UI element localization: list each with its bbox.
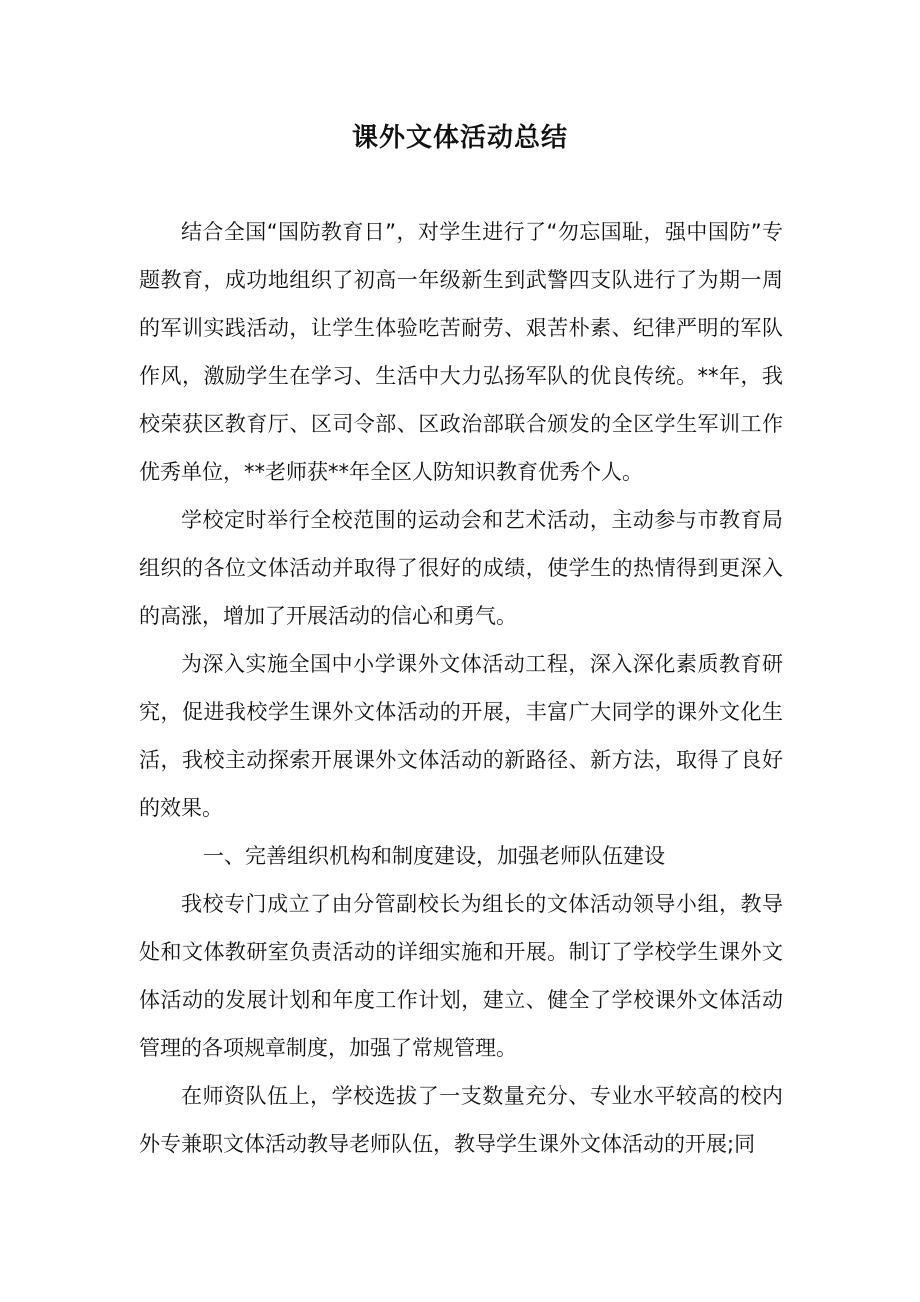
paragraph-3: 为深入实施全国中小学课外文体活动工程，深入深化素质教育研究，促进我校学生课外文体活动的开展，丰富广大同学的课外文化生活，我校主动探索开展课外文体活动的新路径、新方法，取得了良好的效果。 [139,652,783,820]
section-heading: 一、完善组织机构和制度建设，加强老师队伍建设 [203,844,665,868]
document-title: 课外文体活动总结 [351,123,568,153]
section-paragraph-2: 在师资队伍上，学校选拔了一支数量充分、专业水平较高的校内外专兼职文体活动教导老师队伍，教导学生课外文体活动的开展;同 [139,1084,783,1156]
section-paragraph-1: 我校专门成立了由分管副校长为组长的文体活动领导小组，教导处和文体教研室负责活动的详细实施和开展。制订了学校学生课外文体活动的发展计划和年度工作计划，建立、健全了学校课外文体活动管理的各项规章制度，加强了常规管理。 [139,892,783,1060]
paragraph-2: 学校定时举行全校范围的运动会和艺术活动，主动参与市教育局组织的各位文体活动并取得了很好的成绩，使学生的热情得到更深入的高涨，增加了开展活动的信心和勇气。 [139,508,783,628]
paragraph-1: 结合全国“国防教育日”，对学生进行了“勿忘国耻，强中国防”专题教育，成功地组织了初高一年级新生到武警四支队进行了为期一周的军训实践活动，让学生体验吃苦耐劳、艰苦朴素、纪律严明的军队作风，激励学生在学习、生活中大力弘扬军队的优良传统。**年，我校荣获区教育厅、区司令部、区政治部联合颁发的全区学生军训工作优秀单位，**老师获**年全区人防知识教育优秀个人。 [139,220,783,484]
document-body [139,208,783,1168]
